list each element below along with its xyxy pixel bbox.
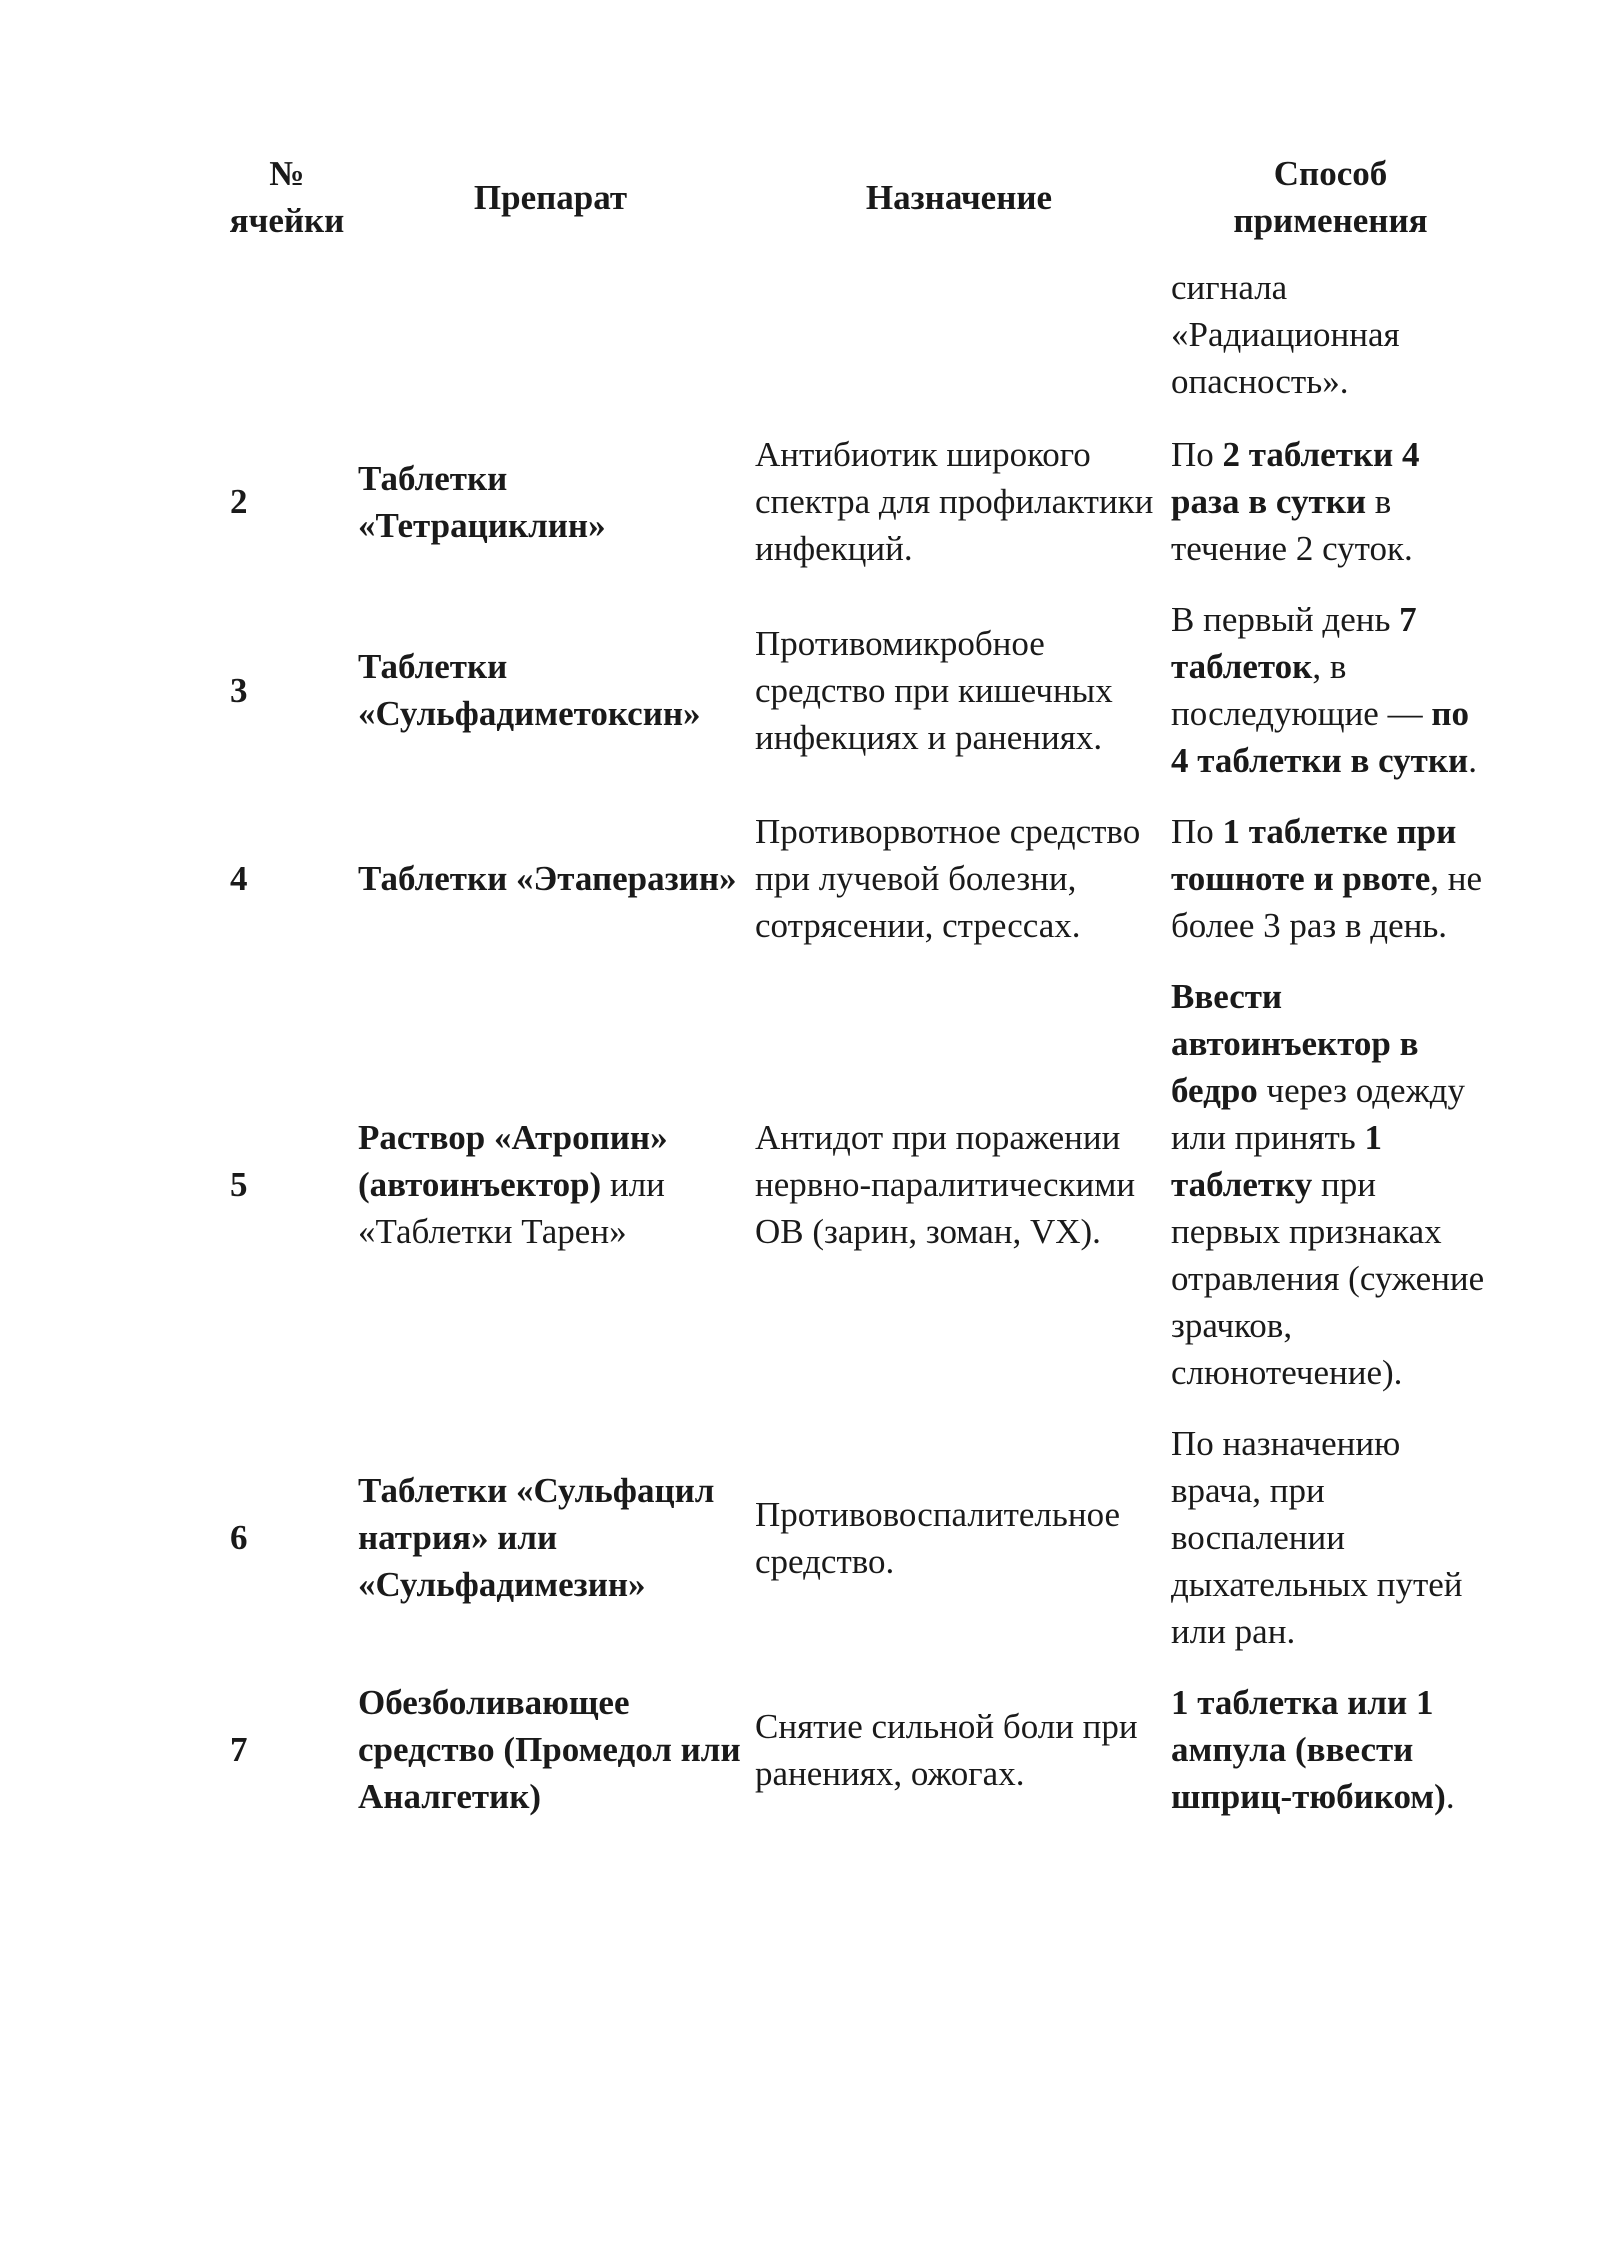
table-row	[222, 808, 1492, 973]
table-row-continuation	[222, 264, 1492, 431]
drug-name: Обезболивающее средство (Промедол или Аналгетик)	[358, 1683, 741, 1816]
cell-purpose: Антибиотик широкого спектра для профилактики инфекций.	[755, 435, 1154, 568]
cell-number: 7	[230, 1730, 248, 1769]
cell-method	[1169, 431, 1492, 596]
cell-drug	[352, 596, 749, 808]
drug-alternative: или «Таблетки Тарен»	[358, 1165, 665, 1251]
method-text: По	[1171, 435, 1223, 474]
header-cell-purpose: Назначение	[865, 177, 1053, 217]
cell-number	[222, 264, 352, 431]
cell-drug	[352, 1420, 749, 1679]
cell-purpose: Снятие сильной боли при ранениях, ожогах.	[755, 1706, 1138, 1793]
cell-purpose: Противовоспалительное средство.	[755, 1494, 1121, 1581]
method-emphasis: по 4 таблетки в сутки	[1171, 694, 1470, 780]
table-body	[222, 264, 1492, 1844]
drug-name: Таблетки «Сульфадиметоксин»	[358, 647, 701, 733]
header-method-line2: применения	[1233, 201, 1428, 240]
cell-number: 5	[230, 1165, 248, 1204]
method-text: через одежду или принять	[1171, 1071, 1466, 1157]
drug-name: Таблетки «Тетрациклин»	[358, 458, 606, 545]
method-text: , не более 3 раз в день.	[1171, 859, 1483, 945]
header-method-line1: Способ	[1273, 154, 1388, 193]
method-text: .	[1445, 1777, 1455, 1816]
cell-number: 3	[230, 670, 248, 710]
method-text: По назначению врача, при воспалении дыхательных путей или ран.	[1171, 1424, 1463, 1651]
method-text: при первых признаках отравления (сужение зрачков, слюнотечение).	[1171, 1165, 1485, 1392]
method-text: в течение 2 суток.	[1171, 482, 1413, 568]
cell-purpose: Противорвотное средство при лучевой болезни, сотрясении, стрессах.	[755, 812, 1141, 945]
cell-purpose	[749, 264, 1169, 431]
header-cell-method	[1169, 150, 1492, 264]
method-emphasis: 1 таблетка или 1 ампула (ввести шприц-тюбиком)	[1171, 1683, 1446, 1816]
cell-method: сигнала «Радиационная опасность».	[1171, 268, 1400, 401]
cell-number: 6	[230, 1518, 248, 1557]
cell-drug	[352, 264, 749, 431]
drug-name: Таблетки «Сульфацил натрия» или «Сульфадимезин»	[358, 1471, 715, 1604]
cell-number: 4	[230, 859, 248, 898]
header-cell-number	[222, 150, 352, 264]
header-number-line1: №	[269, 154, 305, 193]
document-page	[222, 150, 1492, 1844]
cell-purpose: Противомикробное средство при кишечных инфекциях и ранениях.	[755, 623, 1113, 757]
method-emphasis: 1 таблетке при тошноте и рвоте	[1171, 812, 1457, 898]
method-emphasis: 7 таблеток	[1171, 600, 1417, 686]
header-number-line2: ячейки	[229, 201, 345, 240]
header-row	[222, 150, 1492, 264]
method-text: По	[1171, 812, 1223, 851]
cell-number: 2	[230, 482, 248, 521]
method-text: , в последующие —	[1171, 647, 1432, 733]
cell-drug	[352, 808, 749, 973]
cell-purpose: Антидот при поражении нервно-паралитическими ОВ (зарин, зоман, VX).	[755, 1118, 1136, 1251]
table-header	[222, 150, 1492, 264]
table-row	[222, 973, 1492, 1420]
table-row	[222, 431, 1492, 596]
method-emphasis: 2 таблетки 4 раза в сутки	[1171, 435, 1420, 521]
cell-method	[1169, 808, 1492, 973]
method-text: .	[1468, 741, 1477, 780]
table-row	[222, 596, 1492, 808]
method-emphasis: Ввести автоинъектор в бедро	[1171, 977, 1419, 1110]
cell-method	[1169, 1679, 1492, 1844]
drug-name: Раствор «Атропин» (автоинъектор)	[358, 1118, 668, 1204]
cell-method	[1169, 1420, 1492, 1679]
method-text: В первый день	[1171, 600, 1400, 639]
table-row	[222, 1420, 1492, 1679]
header-cell-drug: Препарат	[473, 177, 628, 217]
medication-table	[222, 150, 1492, 1844]
drug-name: Таблетки «Этаперазин»	[358, 859, 737, 898]
method-emphasis: 1 таблетку	[1171, 1118, 1382, 1204]
cell-method	[1169, 973, 1492, 1420]
cell-method	[1169, 596, 1492, 808]
cell-drug	[352, 431, 749, 596]
cell-drug	[352, 973, 749, 1420]
cell-drug	[352, 1679, 749, 1844]
table-row	[222, 1679, 1492, 1844]
